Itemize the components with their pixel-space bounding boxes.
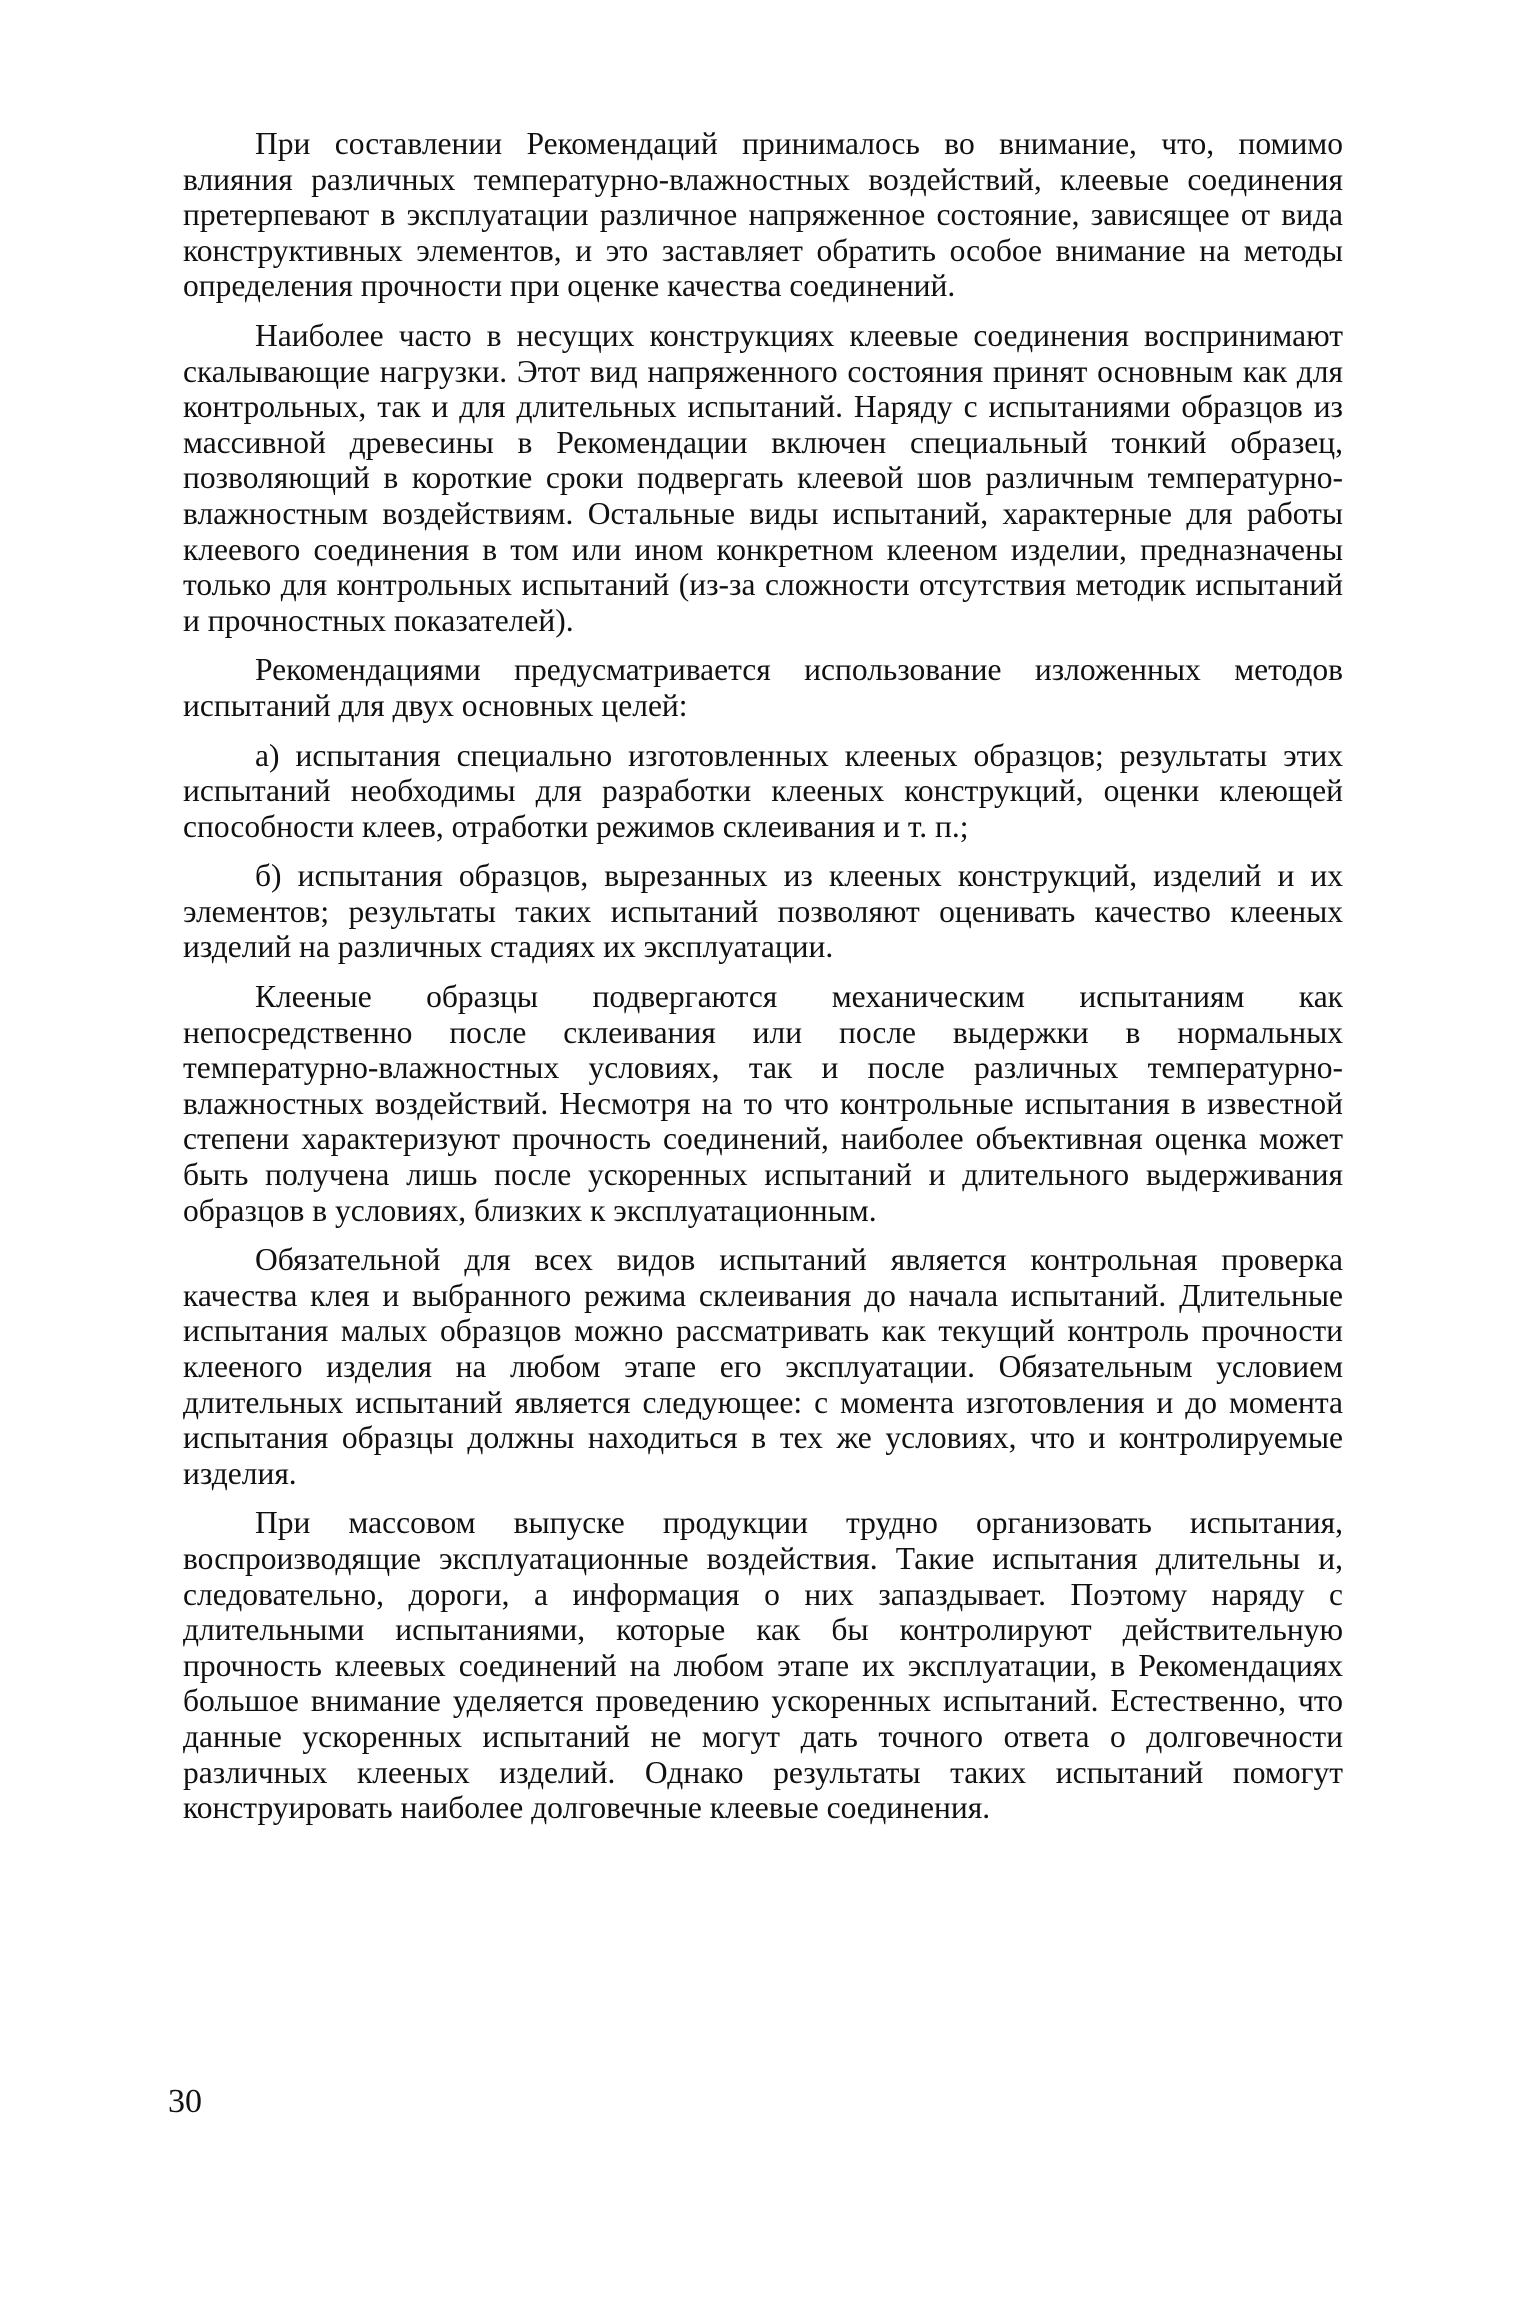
paragraph-2: Наиболее часто в несущих конструкциях клеевые соединения воспринимают скалывающие нагрузки. Этот вид напряженного состояния принят основным как для контрольных, так и для длительных испытаний. Наряду с испытаниями образцов из массивной древесины в Рекомендации включен специальный тонкий образец, позволяющий в короткие сроки подвергать клеевой шов различным температурно-влажностным воздействиям. Остальные виды испытаний, характерные для работы клеевого соединения в том или ином конкретном клееном изделии, предназначены только для контрольных испытаний (из-за сложности отсутствия методик испытаний и прочностных показателей). [183, 317, 1343, 638]
paragraph-7: Обязательной для всех видов испытаний является контрольная проверка качества клея и выбранного режима склеивания до начала испытаний. Длительные испытания малых образцов можно рассматривать как текущий контроль прочности клееного изделия на любом этапе его эксплуатации. Обязательным условием длительных испытаний является следующее: с момента изготовления и до момента испытания образцы должны находиться в тех же условиях, что и контролируемые изделия. [183, 1242, 1343, 1491]
paragraph-8: При массовом выпуске продукции трудно организовать испытания, воспроизводящие эксплуатационные воздействия. Такие испытания длительны и, следовательно, дороги, а информация о них запаздывает. Поэтому наряду с длительными испытаниями, которые как бы контролируют действительную прочность клеевых соединений на любом этапе их эксплуатации, в Рекомендациях большое внимание уделяется проведению ускоренных испытаний. Естественно, что данные ускоренных испытаний не могут дать точного ответа о долговечности различных клееных изделий. Однако результаты таких испытаний помогут конструировать наиболее долговечные клеевые соединения. [183, 1505, 1343, 1826]
page-body [183, 126, 1343, 1840]
paragraph-6: Клееные образцы подвергаются механическим испытаниям как непосредственно после склеивания или после выдержки в нормальных температурно-влажностных условиях, так и после различных температурно-влажностных воздействий. Несмотря на то что контрольные испытания в известной степени характеризуют прочность соединений, наиболее объективная оценка может быть получена лишь после ускоренных испытаний и длительного выдерживания образцов в условиях, близких к эксплуатационным. [183, 979, 1343, 1228]
paragraph-5-item-b: б) испытания образцов, вырезанных из клееных конструкций, изделий и их элементов; результаты таких испытаний позволяют оценивать качество клееных изделий на различных стадиях их эксплуатации. [183, 858, 1343, 965]
paragraph-1: При составлении Рекомендаций принималось во внимание, что, помимо влияния различных температурно-влажностных воздействий, клеевые соединения претерпевают в эксплуатации различное напряженное состояние, зависящее от вида конструктивных элементов, и это заставляет обратить особое внимание на методы определения прочности при оценке качества соединений. [183, 126, 1343, 304]
paragraph-3: Рекомендациями предусматривается использование изложенных методов испытаний для двух основных целей: [183, 652, 1343, 723]
paragraph-4-item-a: а) испытания специально изготовленных клееных образцов; результаты этих испытаний необходимы для разработки клееных конструкций, оценки клеющей способности клеев, отработки режимов склеивания и т. п.; [183, 737, 1343, 844]
page-number: 30 [168, 2083, 202, 2120]
